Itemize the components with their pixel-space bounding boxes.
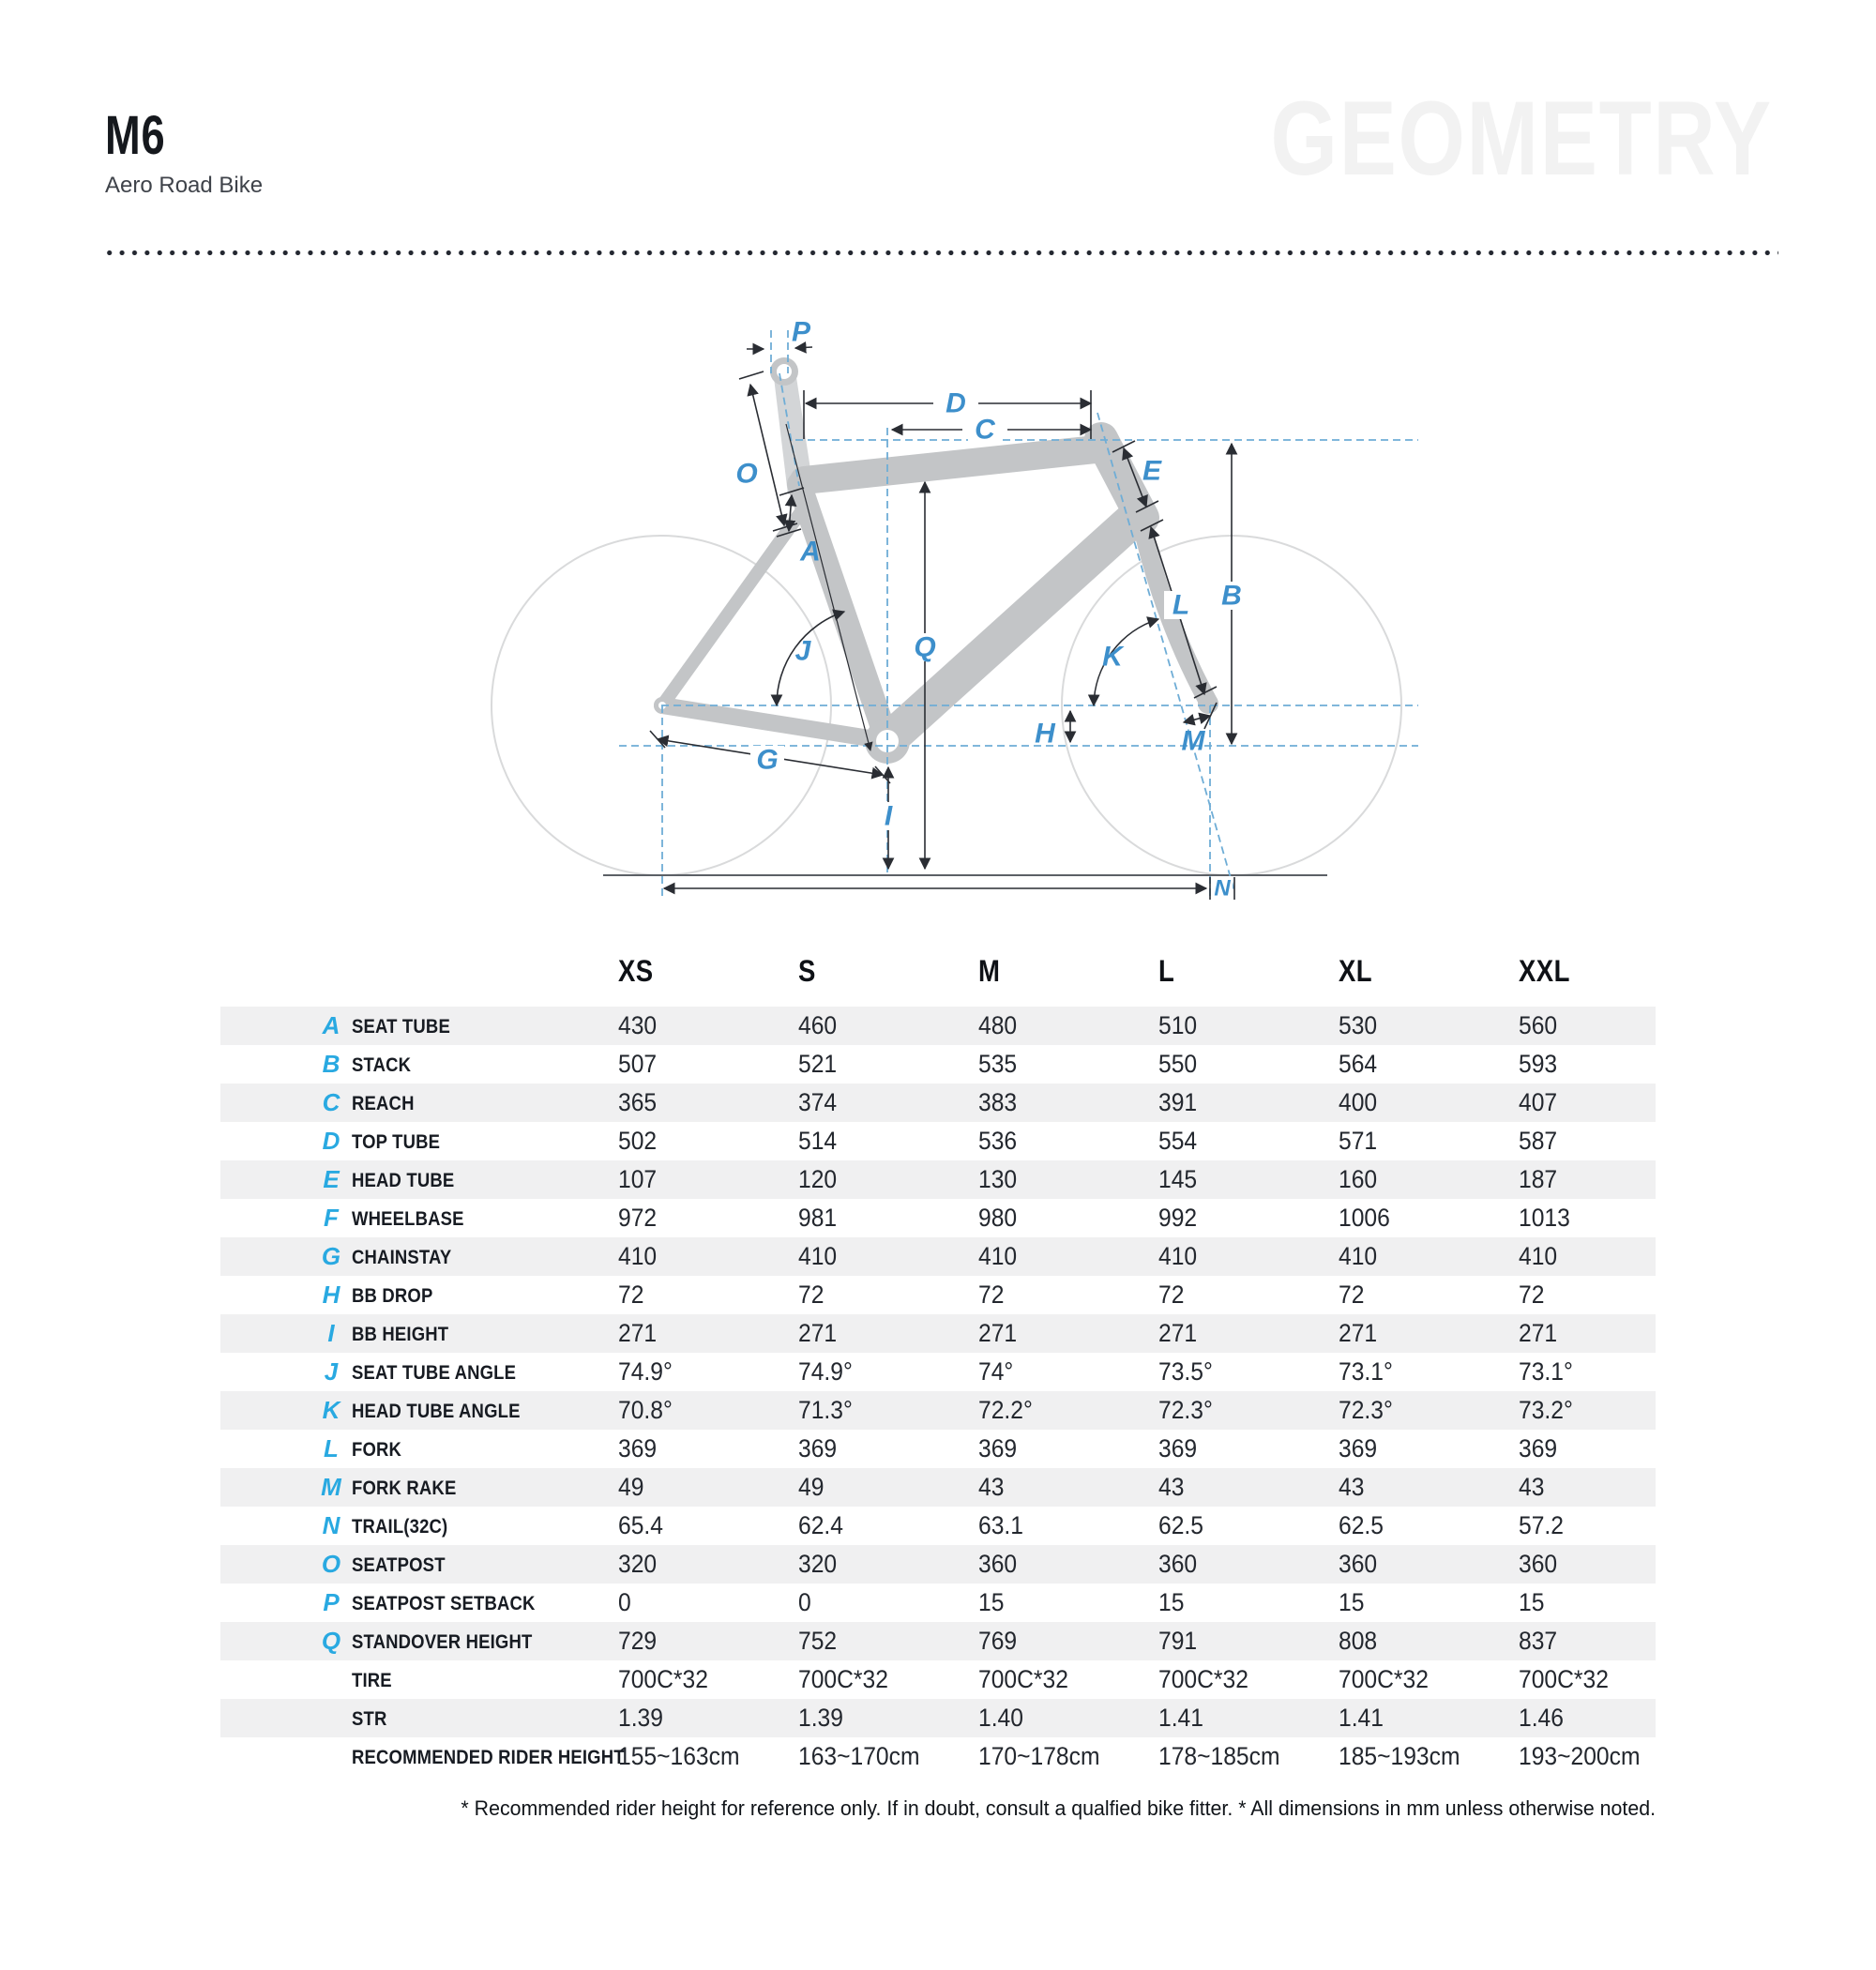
bike-frame xyxy=(654,357,1218,764)
table-cell: 502 xyxy=(618,1127,658,1155)
table-cell: 369 xyxy=(978,1434,1018,1462)
table-cell: 700C*32 xyxy=(618,1665,708,1693)
dim-label-p: P xyxy=(791,316,811,348)
table-cell: 160 xyxy=(1339,1165,1378,1193)
table-cell: 170~178cm xyxy=(978,1742,1100,1770)
table-cell: 73.1° xyxy=(1339,1357,1393,1386)
table-cell: 360 xyxy=(978,1550,1018,1578)
table-cell: 369 xyxy=(1339,1434,1378,1462)
table-cell: 185~193cm xyxy=(1339,1742,1460,1770)
table-row xyxy=(220,1584,1656,1622)
table-cell: 391 xyxy=(1158,1088,1198,1116)
top-tube xyxy=(804,448,1105,480)
dim-label-o: O xyxy=(735,458,758,490)
row-letter: C xyxy=(322,1088,340,1116)
chain-stay xyxy=(662,705,887,741)
table-cell: 536 xyxy=(978,1127,1018,1155)
table-cell: 271 xyxy=(618,1319,658,1347)
row-label: BB DROP xyxy=(352,1284,433,1307)
table-cell: 15 xyxy=(1158,1588,1185,1616)
table-cell: 1.39 xyxy=(618,1704,663,1732)
table-cell: 145 xyxy=(1158,1165,1198,1193)
table-cell: 360 xyxy=(1158,1550,1198,1578)
dim-label-q: Q xyxy=(914,631,936,663)
table-cell: 73.1° xyxy=(1519,1357,1573,1386)
bike-geometry-diagram xyxy=(469,310,1548,938)
model-title: M6 xyxy=(105,105,166,166)
table-cell: 155~163cm xyxy=(618,1742,740,1770)
table-cell: 74.9° xyxy=(798,1357,853,1386)
table-row xyxy=(220,1084,1656,1122)
table-cell: 980 xyxy=(978,1204,1018,1232)
table-cell: 369 xyxy=(798,1434,838,1462)
table-cell: 1013 xyxy=(1519,1204,1570,1232)
row-letter: D xyxy=(322,1127,340,1155)
table-cell: 271 xyxy=(1519,1319,1558,1347)
table-cell: 400 xyxy=(1339,1088,1378,1116)
table-cell: 365 xyxy=(618,1088,658,1116)
table-cell: 72 xyxy=(1519,1280,1545,1309)
table-cell: 837 xyxy=(1519,1627,1558,1655)
dimension-lines xyxy=(650,347,1234,900)
table-row xyxy=(220,1430,1656,1468)
table-cell: 514 xyxy=(798,1127,838,1155)
table-row xyxy=(220,1545,1656,1584)
table-cell: 63.1 xyxy=(978,1511,1023,1539)
table-cell: 187 xyxy=(1519,1165,1558,1193)
table-cell: 410 xyxy=(1519,1242,1558,1270)
row-label: REACH xyxy=(352,1092,415,1114)
table-row xyxy=(220,1007,1656,1045)
table-cell: 271 xyxy=(1339,1319,1378,1347)
row-letter: Q xyxy=(321,1627,341,1655)
table-cell: 571 xyxy=(1339,1127,1378,1155)
dim-label-i: I xyxy=(884,800,893,832)
table-cell: 72 xyxy=(978,1280,1005,1309)
table-cell: 320 xyxy=(618,1550,658,1578)
table-cell: 981 xyxy=(798,1204,838,1232)
table-cell: 271 xyxy=(1158,1319,1198,1347)
row-label: TIRE xyxy=(352,1669,392,1691)
table-row xyxy=(220,1045,1656,1084)
dotted-divider xyxy=(103,250,1778,256)
size-header-2: S xyxy=(798,954,816,988)
table-cell: 62.5 xyxy=(1339,1511,1384,1539)
table-row xyxy=(220,1468,1656,1507)
size-header-row xyxy=(220,943,1656,1005)
table-cell: 360 xyxy=(1519,1550,1558,1578)
geometry-table xyxy=(220,943,1656,1862)
dim-label-b: B xyxy=(1221,580,1242,612)
table-cell: 530 xyxy=(1339,1011,1378,1039)
row-letter xyxy=(312,1737,350,1776)
row-label: SEAT TUBE ANGLE xyxy=(352,1361,517,1384)
table-cell: 163~170cm xyxy=(798,1742,920,1770)
table-cell: 700C*32 xyxy=(1339,1665,1429,1693)
table-cell: 700C*32 xyxy=(1158,1665,1248,1693)
row-letter: L xyxy=(324,1434,339,1462)
table-cell: 72 xyxy=(1158,1280,1185,1309)
table-cell: 43 xyxy=(1158,1473,1185,1501)
table-cell: 700C*32 xyxy=(978,1665,1068,1693)
dim-label-n: N xyxy=(1214,875,1231,902)
table-cell: 593 xyxy=(1519,1050,1558,1078)
dim-label-d: D xyxy=(946,387,966,419)
table-cell: 383 xyxy=(978,1088,1018,1116)
table-row xyxy=(220,1391,1656,1430)
row-letter: P xyxy=(323,1588,340,1616)
row-label: SEAT TUBE xyxy=(352,1015,450,1038)
table-cell: 49 xyxy=(618,1473,644,1501)
table-cell: 193~200cm xyxy=(1519,1742,1641,1770)
table-cell: 410 xyxy=(1339,1242,1378,1270)
table-cell: 1.41 xyxy=(1339,1704,1384,1732)
row-label: SEATPOST SETBACK xyxy=(352,1592,536,1614)
dim-label-m: M xyxy=(1181,725,1205,757)
size-header-1: XS xyxy=(618,954,654,988)
page-header xyxy=(105,105,264,199)
row-label: STR xyxy=(352,1707,387,1730)
row-letter: J xyxy=(324,1357,339,1386)
table-row xyxy=(220,1737,1656,1776)
row-letter: G xyxy=(321,1242,341,1270)
table-cell: 72.3° xyxy=(1339,1396,1393,1424)
row-letter: B xyxy=(322,1050,340,1078)
row-letter: M xyxy=(321,1473,341,1501)
table-cell: 369 xyxy=(1158,1434,1198,1462)
table-row xyxy=(220,1160,1656,1199)
table-cell: 15 xyxy=(1519,1588,1545,1616)
table-cell: 460 xyxy=(798,1011,838,1039)
table-cell: 369 xyxy=(1519,1434,1558,1462)
table-cell: 0 xyxy=(798,1588,811,1616)
table-cell: 74° xyxy=(978,1357,1014,1386)
table-cell: 178~185cm xyxy=(1158,1742,1280,1770)
table-row xyxy=(220,1507,1656,1545)
table-cell: 369 xyxy=(618,1434,658,1462)
table-row xyxy=(220,1660,1656,1699)
table-cell: 72.2° xyxy=(978,1396,1033,1424)
table-cell: 700C*32 xyxy=(798,1665,888,1693)
row-letter: E xyxy=(323,1165,340,1193)
table-cell: 320 xyxy=(798,1550,838,1578)
table-cell: 57.2 xyxy=(1519,1511,1564,1539)
table-cell: 1.39 xyxy=(798,1704,843,1732)
row-label: WHEELBASE xyxy=(352,1207,464,1230)
table-cell: 120 xyxy=(798,1165,838,1193)
dim-label-l: L xyxy=(1172,589,1190,621)
row-label: CHAINSTAY xyxy=(352,1246,452,1268)
row-label: SEATPOST xyxy=(352,1553,446,1576)
table-cell: 72 xyxy=(798,1280,825,1309)
table-cell: 73.5° xyxy=(1158,1357,1213,1386)
table-cell: 73.2° xyxy=(1519,1396,1573,1424)
size-header-5: XL xyxy=(1339,954,1373,988)
table-row xyxy=(220,1314,1656,1353)
table-cell: 521 xyxy=(798,1050,838,1078)
table-cell: 410 xyxy=(978,1242,1018,1270)
table-cell: 271 xyxy=(978,1319,1018,1347)
row-letter xyxy=(312,1699,350,1737)
dim-label-a: A xyxy=(800,536,821,568)
row-label: TRAIL(32C) xyxy=(352,1515,448,1538)
table-cell: 107 xyxy=(618,1165,658,1193)
table-cell: 700C*32 xyxy=(1519,1665,1609,1693)
table-row xyxy=(220,1276,1656,1314)
table-cell: 70.8° xyxy=(618,1396,673,1424)
table-cell: 1.46 xyxy=(1519,1704,1564,1732)
table-row xyxy=(220,1699,1656,1737)
size-header-4: L xyxy=(1158,954,1175,988)
table-cell: 0 xyxy=(618,1588,631,1616)
table-cell: 972 xyxy=(618,1204,658,1232)
row-label: FORK xyxy=(352,1438,402,1461)
model-subtitle: Aero Road Bike xyxy=(105,173,264,198)
table-cell: 587 xyxy=(1519,1127,1558,1155)
row-letter: F xyxy=(324,1204,339,1232)
dim-label-k: K xyxy=(1102,641,1123,673)
table-cell: 49 xyxy=(798,1473,825,1501)
table-cell: 808 xyxy=(1339,1627,1378,1655)
table-row xyxy=(220,1122,1656,1160)
table-cell: 74.9° xyxy=(618,1357,673,1386)
table-cell: 535 xyxy=(978,1050,1018,1078)
table-cell: 72 xyxy=(618,1280,644,1309)
table-cell: 510 xyxy=(1158,1011,1198,1039)
dim-label-c: C xyxy=(975,414,995,446)
table-body xyxy=(220,1007,1656,1776)
table-cell: 791 xyxy=(1158,1627,1198,1655)
row-label: BB HEIGHT xyxy=(352,1323,449,1345)
row-letter: N xyxy=(322,1511,340,1539)
footnote: * Recommended rider height for reference only. If in doubt, consult a qualfied bike fitter. * All dimensions in mm unless otherwise noted. xyxy=(461,1796,1657,1820)
row-label: STACK xyxy=(352,1053,412,1076)
table-cell: 65.4 xyxy=(618,1511,663,1539)
row-letter xyxy=(312,1660,350,1699)
row-letter: K xyxy=(322,1396,340,1424)
row-letter: A xyxy=(322,1011,340,1039)
dim-m xyxy=(1184,716,1210,722)
row-label: FORK RAKE xyxy=(352,1477,457,1499)
table-cell: 560 xyxy=(1519,1011,1558,1039)
table-cell: 62.4 xyxy=(798,1511,843,1539)
table-cell: 410 xyxy=(1158,1242,1198,1270)
table-cell: 554 xyxy=(1158,1127,1198,1155)
table-cell: 130 xyxy=(978,1165,1018,1193)
table-row xyxy=(220,1199,1656,1237)
saddle-clamp-hole xyxy=(777,364,792,379)
row-label: TOP TUBE xyxy=(352,1130,441,1153)
table-cell: 729 xyxy=(618,1627,658,1655)
size-header-6: XXL xyxy=(1519,954,1570,988)
table-cell: 564 xyxy=(1339,1050,1378,1078)
table-cell: 72.3° xyxy=(1158,1396,1213,1424)
table-cell: 374 xyxy=(798,1088,838,1116)
table-cell: 769 xyxy=(978,1627,1018,1655)
row-letter: O xyxy=(321,1550,341,1578)
row-letter: I xyxy=(327,1319,335,1347)
table-cell: 752 xyxy=(798,1627,838,1655)
table-cell: 62.5 xyxy=(1158,1511,1203,1539)
dim-label-j: J xyxy=(794,635,811,667)
table-cell: 550 xyxy=(1158,1050,1198,1078)
table-cell: 15 xyxy=(1339,1588,1365,1616)
table-row xyxy=(220,1622,1656,1660)
table-cell: 271 xyxy=(798,1319,838,1347)
row-label: HEAD TUBE xyxy=(352,1169,455,1191)
table-cell: 72 xyxy=(1339,1280,1365,1309)
table-cell: 992 xyxy=(1158,1204,1198,1232)
table-cell: 410 xyxy=(618,1242,658,1270)
table-cell: 480 xyxy=(978,1011,1018,1039)
dim-label-h: H xyxy=(1035,718,1055,750)
table-row xyxy=(220,1353,1656,1391)
table-cell: 507 xyxy=(618,1050,658,1078)
table-cell: 1.41 xyxy=(1158,1704,1203,1732)
table-cell: 15 xyxy=(978,1588,1005,1616)
table-cell: 430 xyxy=(618,1011,658,1039)
row-label: STANDOVER HEIGHT xyxy=(352,1630,533,1653)
head-tube xyxy=(1101,439,1142,518)
row-label: RECOMMENDED RIDER HEIGHT xyxy=(352,1746,625,1768)
table-cell: 407 xyxy=(1519,1088,1558,1116)
table-cell: 43 xyxy=(1339,1473,1365,1501)
table-cell: 1.40 xyxy=(978,1704,1023,1732)
row-label: HEAD TUBE ANGLE xyxy=(352,1400,521,1422)
table-row xyxy=(220,1237,1656,1276)
dim-label-e: E xyxy=(1142,455,1162,487)
table-cell: 360 xyxy=(1339,1550,1378,1578)
size-header-3: M xyxy=(978,954,1001,988)
geometry-watermark: GEOMETRY xyxy=(1270,80,1773,197)
table-cell: 43 xyxy=(978,1473,1005,1501)
table-cell: 1006 xyxy=(1339,1204,1390,1232)
table-cell: 71.3° xyxy=(798,1396,853,1424)
row-letter: H xyxy=(322,1280,340,1309)
table-cell: 410 xyxy=(798,1242,838,1270)
table-cell: 43 xyxy=(1519,1473,1545,1501)
dim-o-tick1 xyxy=(739,371,764,379)
dim-label-g: G xyxy=(756,744,779,776)
